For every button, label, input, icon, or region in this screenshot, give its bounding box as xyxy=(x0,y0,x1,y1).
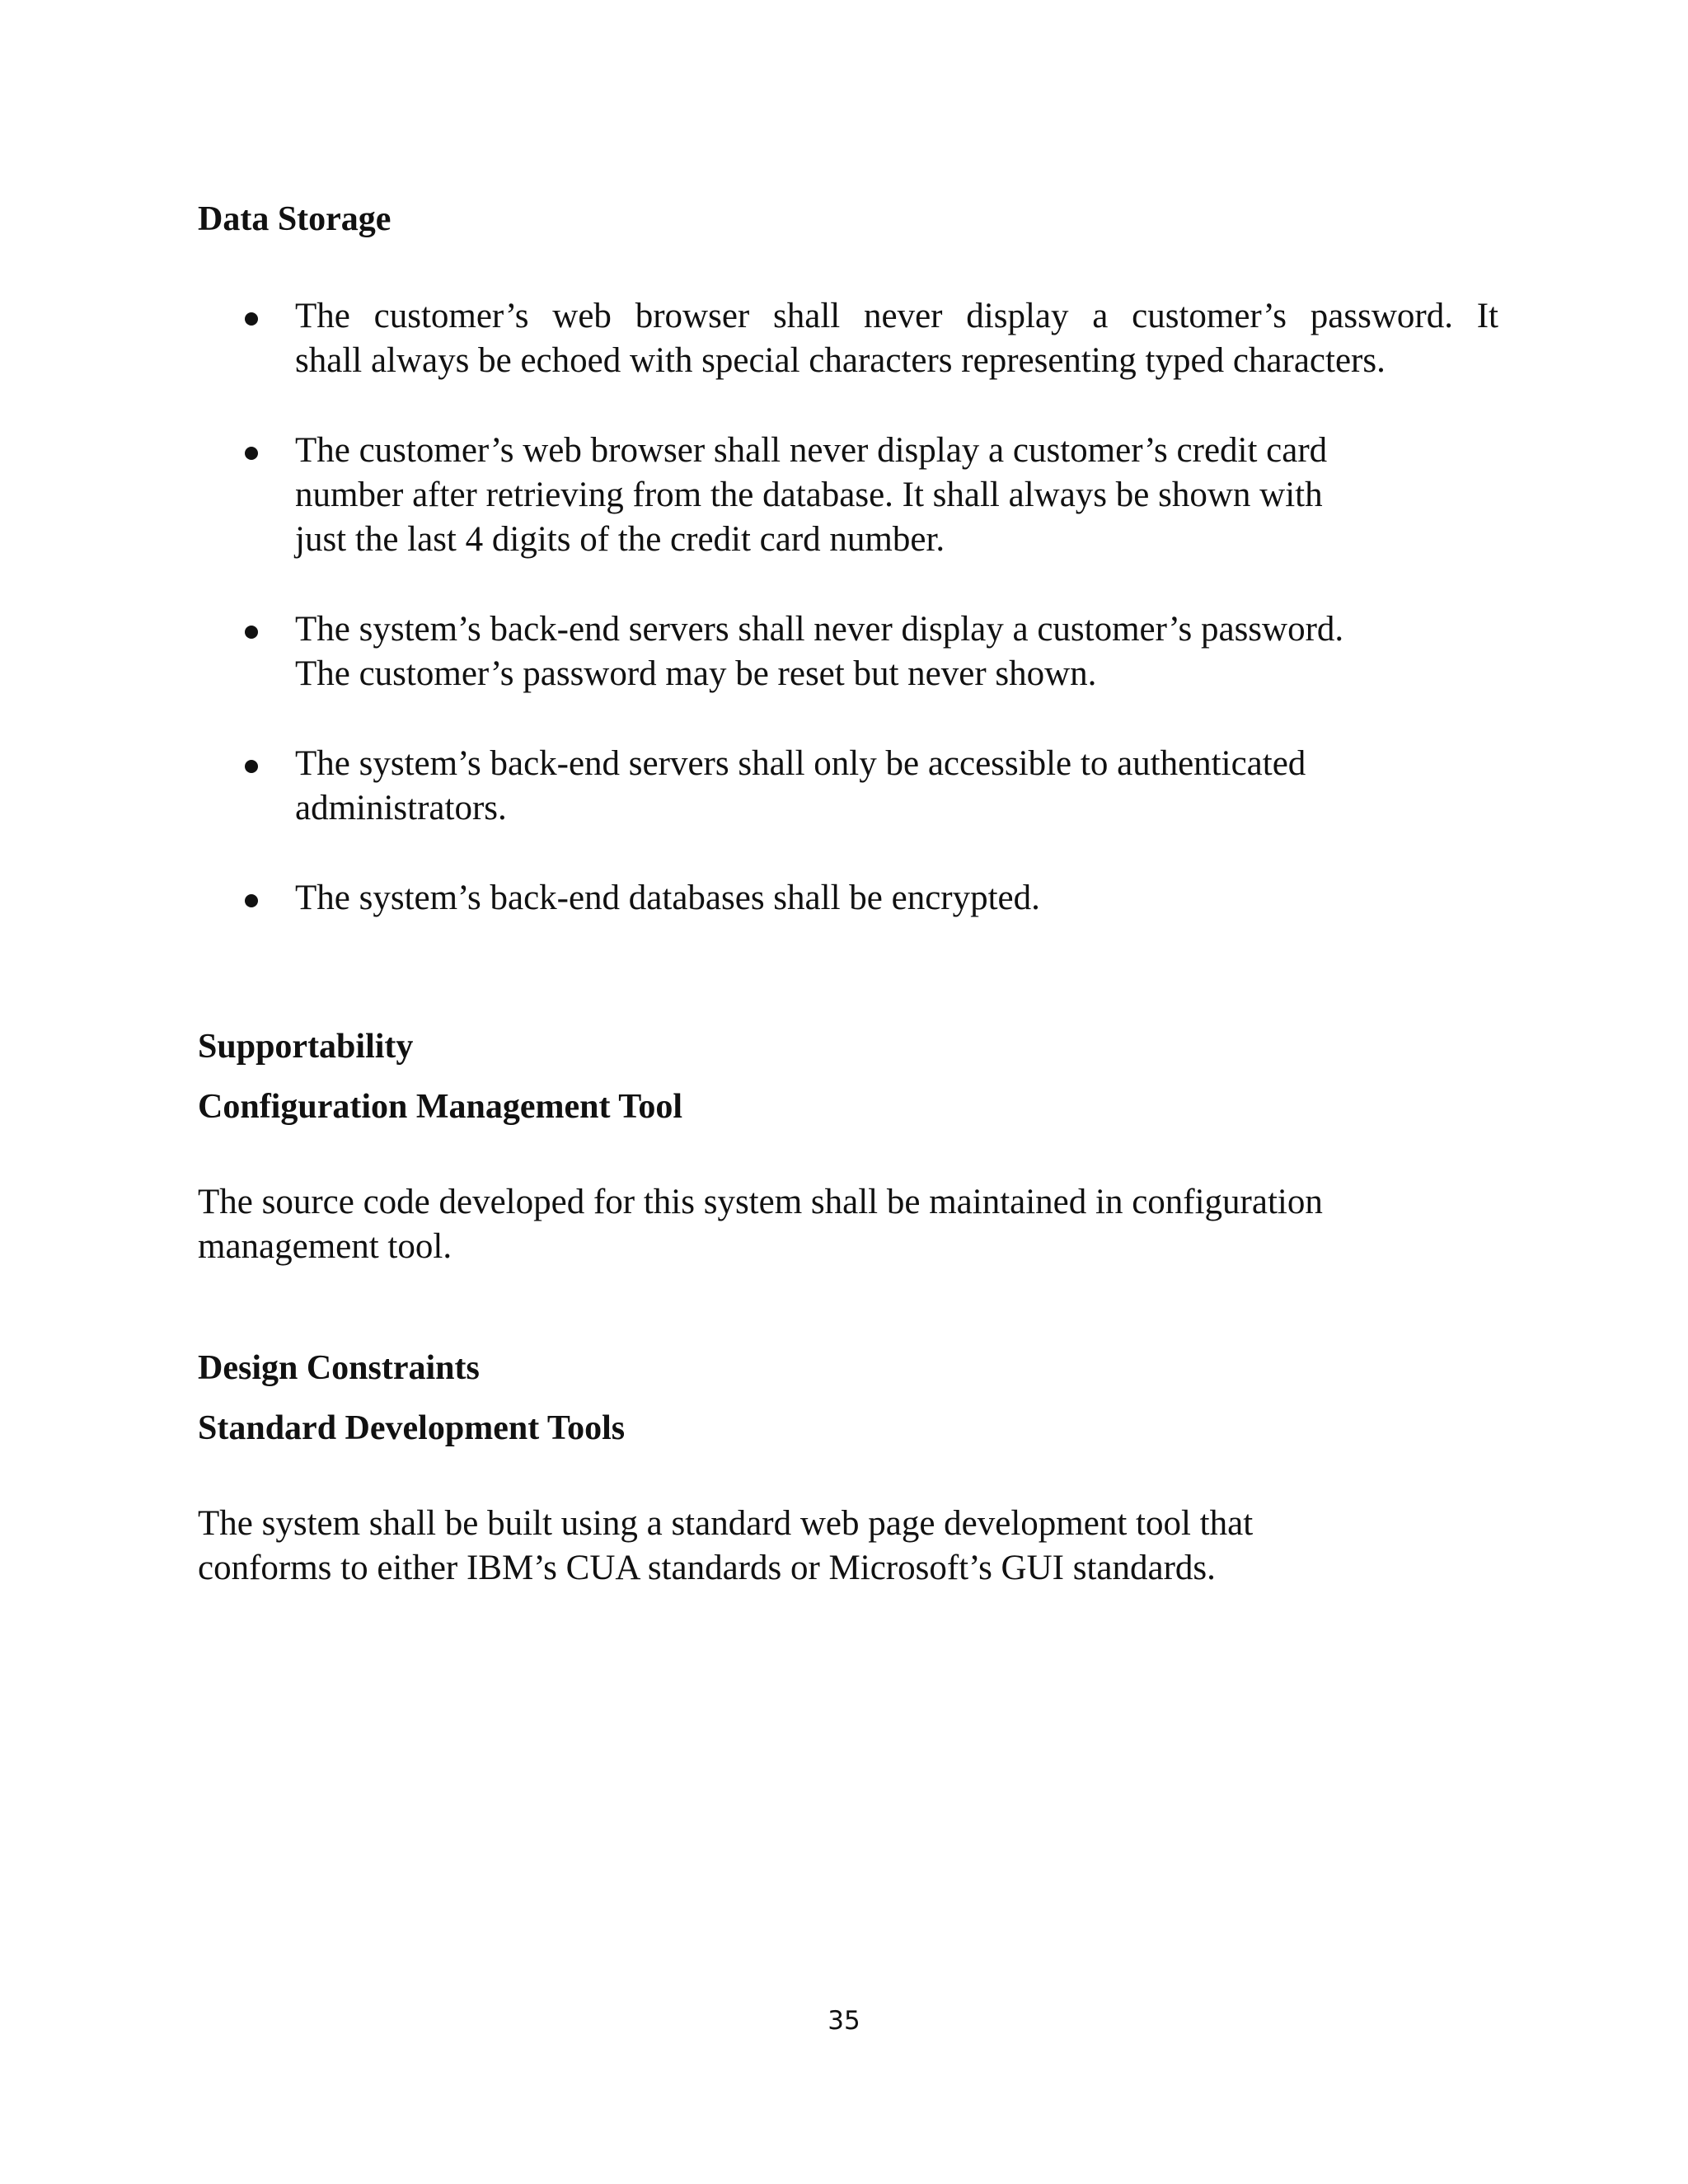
bullet-icon xyxy=(245,760,258,773)
paragraph-line: The source code developed for this system shall be maintained in configuration xyxy=(198,1183,1323,1221)
bullet-line: just the last 4 digits of the credit card number. xyxy=(295,520,945,559)
bullet-item-backend-password xyxy=(198,607,1500,696)
bullet-text xyxy=(295,607,1498,696)
configuration-management-tool-heading: Configuration Management Tool xyxy=(198,1088,683,1126)
bullet-line: The system’s back-end servers shall only be accessible to authenticated xyxy=(295,744,1306,783)
bullet-item-password-echo xyxy=(198,294,1500,383)
bullet-icon xyxy=(245,312,258,326)
bullet-line: administrators. xyxy=(295,789,507,827)
design-constraints-paragraph xyxy=(198,1502,1451,1591)
data-storage-heading: Data Storage xyxy=(198,200,392,238)
bullet-line: shall always be echoed with special characters representing typed characters. xyxy=(295,341,1386,380)
bullet-text xyxy=(295,876,1498,921)
paragraph-line: management tool. xyxy=(198,1227,452,1266)
bullet-text xyxy=(295,742,1498,831)
bullet-icon xyxy=(245,894,258,907)
paragraph-line: The system shall be built using a standard web page development tool that xyxy=(198,1504,1254,1543)
bullet-line: The system’s back-end servers shall never display a customer’s password. xyxy=(295,610,1344,649)
page-number: 35 xyxy=(828,2006,860,2036)
paragraph-line: conforms to either IBM’s CUA standards or Microsoft’s GUI standards. xyxy=(198,1549,1216,1587)
bullet-line: number after retrieving from the database. It shall always be shown with xyxy=(295,476,1323,514)
bullet-text xyxy=(295,294,1498,383)
bullet-line: The system’s back-end databases shall be encrypted. xyxy=(295,879,1040,917)
bullet-line: The customer’s web browser shall never display a customer’s credit card xyxy=(295,431,1328,470)
bullet-item-backend-access xyxy=(198,742,1500,831)
bullet-text xyxy=(295,429,1498,562)
bullet-icon xyxy=(245,626,258,639)
bullet-item-encryption xyxy=(198,876,1500,921)
supportability-heading: Supportability xyxy=(198,1028,414,1066)
supportability-paragraph xyxy=(198,1180,1451,1269)
design-constraints-heading: Design Constraints xyxy=(198,1349,480,1387)
bullet-item-credit-card xyxy=(198,429,1500,562)
bullet-icon xyxy=(245,447,258,460)
bullet-line: The customer’s password may be reset but never shown. xyxy=(295,654,1097,693)
standard-development-tools-heading: Standard Development Tools xyxy=(198,1409,626,1447)
bullet-line: The customer’s web browser shall never display a customer’s password. It xyxy=(295,297,1498,335)
